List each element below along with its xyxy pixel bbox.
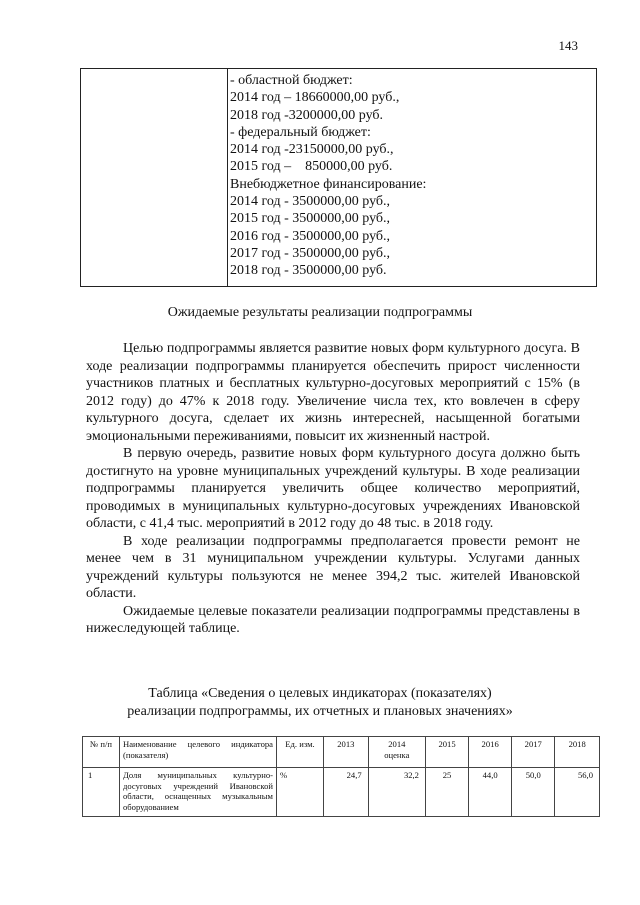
table-title-line: реализации подпрограммы, их отчетных и плановых значениях»	[127, 704, 513, 719]
funding-line: - областной бюджет:	[230, 73, 353, 88]
header-num: № п/п	[83, 737, 120, 768]
funding-table	[80, 68, 597, 287]
header-year-2016: 2016	[469, 737, 512, 768]
row-value-2014: 32,2	[368, 768, 425, 817]
paragraph: Ожидаемые целевые показатели реализации подпрограммы представлены в нижеследующей таблице.	[86, 603, 580, 636]
row-unit: %	[277, 768, 324, 817]
paragraph: В ходе реализации подпрограммы предполагается провести ремонт не менее чем в 31 муниципальном учреждении культуры. Услугами данных учреждений культуры пользуются не менее 394,2 тыс. жителей Ивановской области.	[86, 533, 580, 601]
header-name: Наименование целевого индикатора (показателя)	[120, 737, 277, 768]
funding-sources-cell	[228, 69, 596, 286]
funding-table-empty-cell	[81, 69, 228, 286]
page-number: 143	[558, 38, 578, 53]
row-name: Доля муниципальных культурно-досуговых учреждений Ивановской области, оснащенных музыкальным оборудованием	[120, 768, 277, 817]
header-year-2017: 2017	[512, 737, 555, 768]
funding-line: 2018 год -3200000,00 руб.	[230, 107, 384, 123]
header-unit: Ед. изм.	[277, 737, 324, 768]
funding-line: 2015 год – 850000,00 руб.	[230, 159, 393, 175]
funding-line: - федеральный бюджет:	[230, 124, 371, 140]
header-year-2014-note: оценка	[384, 749, 410, 760]
row-value-2013: 24,7	[324, 768, 369, 817]
row-value-2017: 50,0	[512, 768, 555, 817]
funding-line: 2014 год – 18660000,00 руб.,	[230, 90, 400, 106]
header-year-2014	[368, 737, 425, 768]
table-title-line: Таблица «Сведения о целевых индикаторах (показателях)	[148, 686, 492, 701]
header-year-2015: 2015	[425, 737, 468, 768]
funding-line: 2015 год - 3500000,00 руб.,	[230, 211, 391, 227]
section-heading: Ожидаемые результаты реализации подпрограммы	[167, 305, 473, 320]
header-year-2013: 2013	[324, 737, 369, 768]
row-value-2016: 44,0	[469, 768, 512, 817]
funding-line: 2017 год - 3500000,00 руб.,	[230, 245, 391, 261]
funding-line: Внебюджетное финансирование:	[230, 176, 427, 192]
indicators-table	[82, 736, 600, 817]
paragraph: Целью подпрограммы является развитие новых форм культурного досуга. В ходе реализации подпрограммы планируется обеспечить прирост численности участников платных и бесплатных культурно-досуговых мероприятий с 15% (в 2012 году) до 47% к 2018 году. Увеличение числа тех, кто вовлечен в сферу культурного досуга, сделает их жизнь интересней, насыщенной богатыми эмоциональными переживаниями, повысит их жизненный настрой.	[86, 341, 580, 444]
funding-line: 2016 год - 3500000,00 руб.,	[230, 228, 391, 244]
row-num: 1	[83, 768, 120, 817]
table-title	[0, 685, 640, 721]
body-text	[86, 340, 580, 638]
funding-line: 2014 год -23150000,00 руб.,	[230, 142, 394, 158]
row-value-2018: 56,0	[555, 768, 600, 817]
header-year-2014-label: 2014	[388, 739, 406, 749]
row-value-2015: 25	[425, 768, 468, 817]
paragraph: В первую очередь, развитие новых форм культурного досуга должно быть достигнуто на уровне муниципальных учреждений культуры. В ходе реализации подпрограммы планируется увеличить общее количество мероприятий, проводимых в муниципальных культурно-досуговых учреждениях Ивановской области, с 41,4 тыс. мероприятий в 2012 году до 48 тыс. в 2018 году.	[86, 446, 580, 531]
funding-line: 2018 год - 3500000,00 руб.	[230, 263, 387, 279]
funding-line: 2014 год - 3500000,00 руб.,	[230, 194, 391, 210]
header-year-2018: 2018	[555, 737, 600, 768]
table-row	[83, 768, 600, 817]
table-header-row	[83, 737, 600, 768]
